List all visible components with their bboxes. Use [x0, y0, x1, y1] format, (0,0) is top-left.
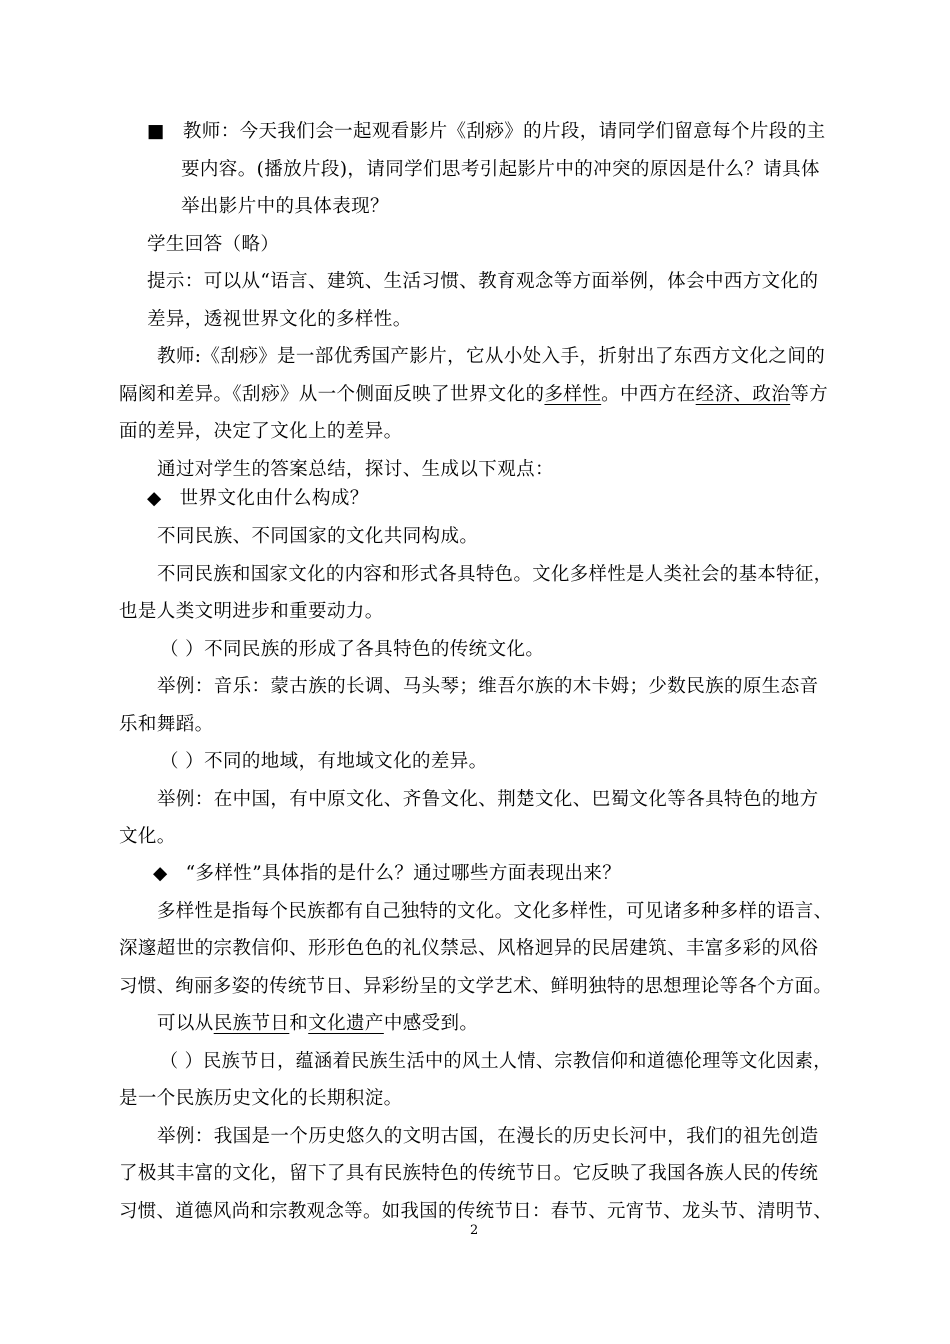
example-music-line-1: 举例：音乐：蒙古族的长调、马头琴；维吾尔族的木卡姆；少数民族的原生态音 — [157, 676, 819, 697]
teacher-intro-line-2: 要内容。(播放片段)，请同学们思考引起影片中的冲突的原因是什么？请具体 — [181, 159, 820, 180]
hint-line-2: 差异，透视世界文化的多样性。 — [147, 309, 412, 330]
answer-1: 不同民族、不同国家的文化共同构成。 — [157, 526, 479, 547]
diversity-line-3: 习惯、绚丽多姿的传统节日、异彩纷呈的文学艺术、鲜明独特的思想理论等各个方面。 — [119, 976, 833, 997]
teacher-intro-line-1: ■ 教师：今天我们会一起观看影片《刮痧》的片段，请同学们留意每个片段的主 — [147, 121, 826, 142]
example-region-line-2: 文化。 — [119, 826, 176, 847]
example-music-line-2: 乐和舞蹈。 — [119, 714, 214, 735]
festival-line-1: （ ）民族节日，蕴涵着民族生活中的风土人情、宗教信仰和道德伦理等文化因素， — [160, 1051, 832, 1072]
hint-line-1: 提示：可以从“语言、建筑、生活习惯、教育观念等方面举例，体会中西方文化的 — [147, 271, 819, 292]
question-2: ◆ “多样性”具体指的是什么？通过哪些方面表现出来？ — [153, 863, 622, 884]
underlined-diversity: 多样性 — [544, 384, 602, 405]
point-region: （ ）不同的地域，有地域文化的差异。 — [160, 751, 488, 772]
student-answer: 学生回答（略） — [147, 234, 280, 255]
point-ethnic: （ ）不同民族的形成了各具特色的传统文化。 — [160, 639, 545, 660]
example-china-line-3: 习惯、道德风尚和宗教观念等。如我国的传统节日：春节、元宵节、龙头节、清明节、 — [119, 1201, 833, 1222]
feel-from-line: 可以从民族节日和文化遗产中感受到。 — [157, 1013, 479, 1034]
paragraph-1-line-2: 也是人类文明进步和重要动力。 — [119, 601, 384, 622]
teacher-summary-line-2: 隔阂和差异。《刮痧》从一个侧面反映了世界文化的多样性。中西方在经济、政治等方 — [119, 384, 828, 405]
example-china-line-2: 了极其丰富的文化，留下了具有民族特色的传统节日。它反映了我国各族人民的传统 — [119, 1163, 819, 1184]
diamond-bullet-icon: ◆ — [153, 863, 168, 884]
page-number: 2 — [470, 1223, 479, 1238]
festival-line-2: 是一个民族历史文化的长期积淀。 — [119, 1088, 403, 1109]
conclusion-intro: 通过对学生的答案总结，探讨、生成以下观点： — [157, 459, 554, 480]
diversity-line-1: 多样性是指每个民族都有自己独特的文化。文化多样性，可见诸多种多样的语言、 — [157, 901, 833, 922]
teacher-summary-line-1: 教师:《刮痧》是一部优秀国产影片，它从小处入手，折射出了东西方文化之间的 — [157, 346, 826, 367]
question-1: ◆ 世界文化由什么构成？ — [147, 488, 369, 509]
underlined-ethnic-festivals: 民族节日 — [213, 1013, 290, 1034]
diversity-line-2: 深邃超世的宗教信仰、形形色色的礼仪禁忌、风格迥异的民居建筑、丰富多彩的风俗 — [119, 938, 819, 959]
diamond-bullet-icon: ◆ — [147, 488, 162, 509]
teacher-intro-line-3: 举出影片中的具体表现？ — [181, 196, 389, 217]
paragraph-1-line-1: 不同民族和国家文化的内容和形式各具特色。文化多样性是人类社会的基本特征， — [157, 564, 833, 585]
example-china-line-1: 举例：我国是一个历史悠久的文明古国，在漫长的历史长河中，我们的祖先创造 — [157, 1126, 819, 1147]
underlined-economy-politics: 经济、政治 — [695, 384, 791, 405]
example-region-line-1: 举例：在中国，有中原文化、齐鲁文化、荆楚文化、巴蜀文化等各具特色的地方 — [157, 789, 819, 810]
teacher-summary-line-3: 面的差异，决定了文化上的差异。 — [119, 421, 403, 442]
square-bullet-icon: ■ — [147, 121, 165, 142]
underlined-cultural-heritage: 文化遗产 — [308, 1013, 384, 1034]
